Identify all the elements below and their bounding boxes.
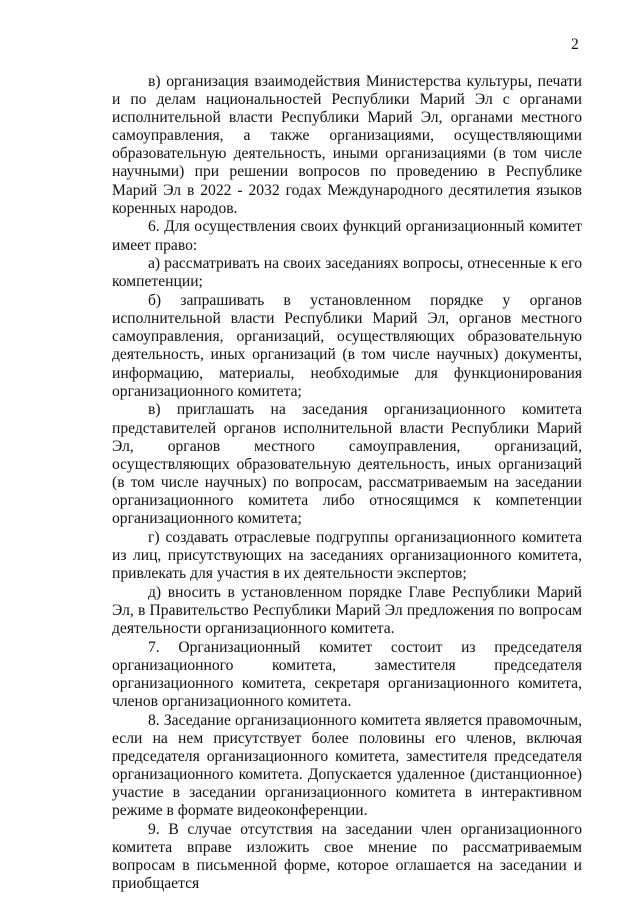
document-body <box>112 73 582 893</box>
page-number: 2 <box>571 36 579 53</box>
paragraph-item-a: а) рассматривать на своих заседаниях вопросы, отнесенные к его компетенции; <box>112 255 582 291</box>
paragraph-section-8: 8. Заседание организационного комитета является правомочным, если на нем присутствует более половины его членов, включая председателя организационного комитета, заместителя председателя организационного комитета. Допускается удаленное (дистанционное) участие в заседании организационного комитета в интерактивном режиме в формате видеоконференции. <box>112 711 582 820</box>
paragraph-section-9: 9. В случае отсутствия на заседании член организационного комитета вправе изложить свое мнение по рассматриваемым вопросам в письменной форме, которое оглашается на заседании и приобщается <box>112 821 582 893</box>
paragraph-item-b: б) запрашивать в установленном порядке у органов исполнительной власти Республики Марий Эл, органов местного самоуправления, организаций, осуществляющих образовательную деятельность, иных организаций (в том числе научных) документы, информацию, материалы, необходимые для функционирования организационного комитета; <box>112 292 582 400</box>
paragraph-section-6: 6. Для осуществления своих функций организационный комитет имеет право: <box>112 218 582 254</box>
paragraph-item-v-invite: в) приглашать на заседания организационного комитета представителей органов исполнительной власти Республики Марий Эл, органов местного самоуправления, организаций, осуществляющих образовательную деятельность, иных организаций (в том числе научных) по вопросам, рассматриваемым на заседании организационного комитета либо относящимся к компетенции организационного комитета; <box>112 401 582 527</box>
paragraph-item-v-organization: в) организация взаимодействия Министерства культуры, печати и по делам национальностей Республики Марий Эл с органами исполнительной власти Республики Марий Эл, органами местного самоуправления, а также организациями, осуществляющими образовательную деятельность, иными организациями (в том числе научными) при решении вопросов по проведению в Республике Марий Эл в 2022 - 2032 годах Международного десятилетия языков коренных народов. <box>112 73 582 217</box>
paragraph-section-7: 7. Организационный комитет состоит из председателя организационного комитета, заместителя председателя организационного комитета, секретаря организационного комитета, членов организационного комитета. <box>112 638 582 710</box>
paragraph-item-g: г) создавать отраслевые подгруппы организационного комитета из лиц, присутствующих на заседаниях организационного комитета, привлекать для участия в их деятельности экспертов; <box>112 528 582 582</box>
paragraph-item-d: д) вносить в установленном порядке Главе Республики Марий Эл, в Правительство Республики Марий Эл предложения по вопросам деятельности организационного комитета. <box>112 583 582 637</box>
